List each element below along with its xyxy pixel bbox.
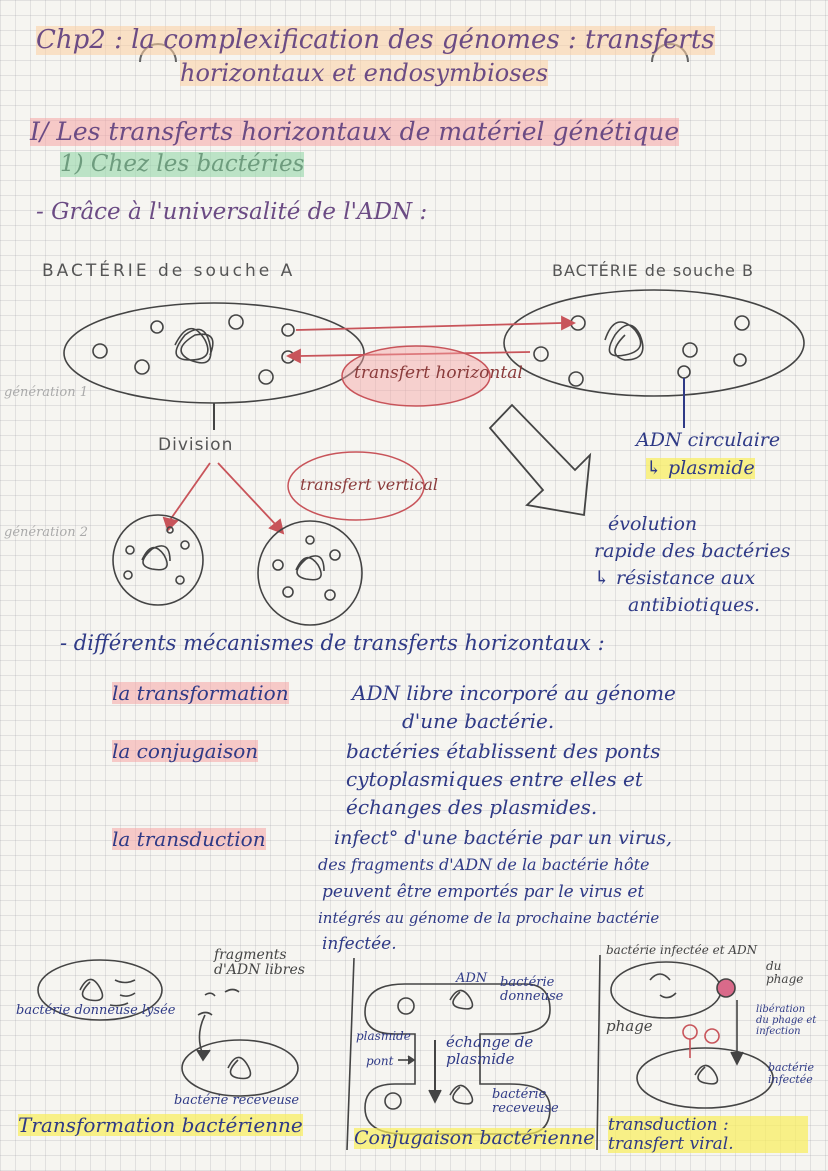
conj-plasmid-label: plasmide — [356, 1029, 411, 1043]
transduction-def3: peuvent être emportés par le virus et — [322, 882, 645, 902]
conjugation-def2: cytoplasmiques entre elles et — [346, 767, 643, 791]
evolution-arrow-icon — [490, 405, 590, 515]
conjugation-def1: bactéries établissent des ponts — [346, 739, 661, 763]
page-title-line2: horizontaux et endosymbioses — [180, 59, 549, 87]
horizontal-transfer-label: transfert horizontal — [354, 363, 523, 383]
transduction-def5: infectée. — [322, 934, 397, 954]
generation1-label: génération 1 — [4, 385, 89, 400]
conj-dna-label: ADN — [456, 971, 488, 986]
conjugation-term: la conjugaison — [112, 739, 259, 763]
infected-bacterium-label: bactérie infectée — [768, 1061, 814, 1087]
conj-exchange-label: échange de plasmide — [446, 1033, 534, 1068]
phage-dna-label: du phage — [766, 959, 804, 987]
conj-bridge-label: pont — [366, 1054, 394, 1068]
point-universality: - Grâce à l'universalité de l'ADN : — [36, 199, 428, 225]
transformation-term: la transformation — [112, 681, 289, 705]
phage-label: phage — [606, 1017, 653, 1035]
transformation-def1: ADN libre incorporé au génome — [352, 681, 676, 705]
daughter-cells — [113, 515, 362, 625]
bacterium-b — [504, 290, 804, 396]
subsection-heading: 1) Chez les bactéries — [60, 151, 305, 177]
conjugation-def3: échanges des plasmides. — [346, 795, 598, 819]
division-label: Division — [158, 435, 234, 455]
infected-bacterium-dna-label: bactérie infectée et ADN — [606, 943, 758, 957]
circular-dna-label: ADN circulaire — [636, 429, 781, 451]
transduction-caption: transduction : transfert viral. — [608, 1116, 808, 1153]
page-title: Chp2 : la complexification des génomes : transferts — [36, 25, 715, 55]
transformation-def2: d'une bactérie. — [402, 709, 555, 733]
transduction-term: la transduction — [112, 827, 266, 851]
section-heading: I/ Les transferts horizontaux de matériel génétique — [30, 117, 680, 146]
plasmid-label: ↳ plasmide — [646, 457, 755, 479]
transformation-caption: Transformation bactérienne — [18, 1113, 303, 1137]
bacterium-a — [64, 303, 364, 403]
transformation-drawing — [38, 960, 298, 1096]
free-dna-fragments-label: fragments d'ADN libres — [214, 947, 305, 979]
evolution-line3: ↳ résistance aux — [594, 567, 756, 589]
point-mechanisms: - différents mécanismes de transferts horizontaux : — [60, 631, 605, 655]
vertical-transfer-label: transfert vertical — [300, 475, 439, 494]
phage-release-label: libération du phage et infection — [756, 1004, 817, 1037]
transduction-drawing — [611, 962, 773, 1108]
evolution-line1: évolution — [608, 513, 698, 535]
conj-recipient-label: bactérie receveuse — [492, 1087, 559, 1117]
recipient-bacterium-label: bactérie receveuse — [174, 1093, 300, 1108]
transduction-def4: intégrés au génome de la prochaine bactérie — [318, 909, 660, 927]
donor-bacterium-label: bactérie donneuse lysée — [16, 1003, 176, 1018]
transduction-def2: des fragments d'ADN de la bactérie hôte — [318, 855, 650, 874]
conj-donor-label: bactérie donneuse — [500, 975, 564, 1005]
evolution-line4: antibiotiques. — [628, 594, 761, 616]
generation2-label: génération 2 — [4, 525, 89, 540]
bacteria-a-label: BACTÉRIE de souche A — [42, 261, 296, 281]
evolution-line2: rapide des bactéries — [594, 540, 791, 562]
bacteria-b-label: BACTÉRIE de souche B — [552, 261, 754, 280]
transduction-def1: infect° d'une bactérie par un virus, — [334, 827, 673, 849]
conjugation-caption: Conjugaison bactérienne — [354, 1127, 595, 1149]
